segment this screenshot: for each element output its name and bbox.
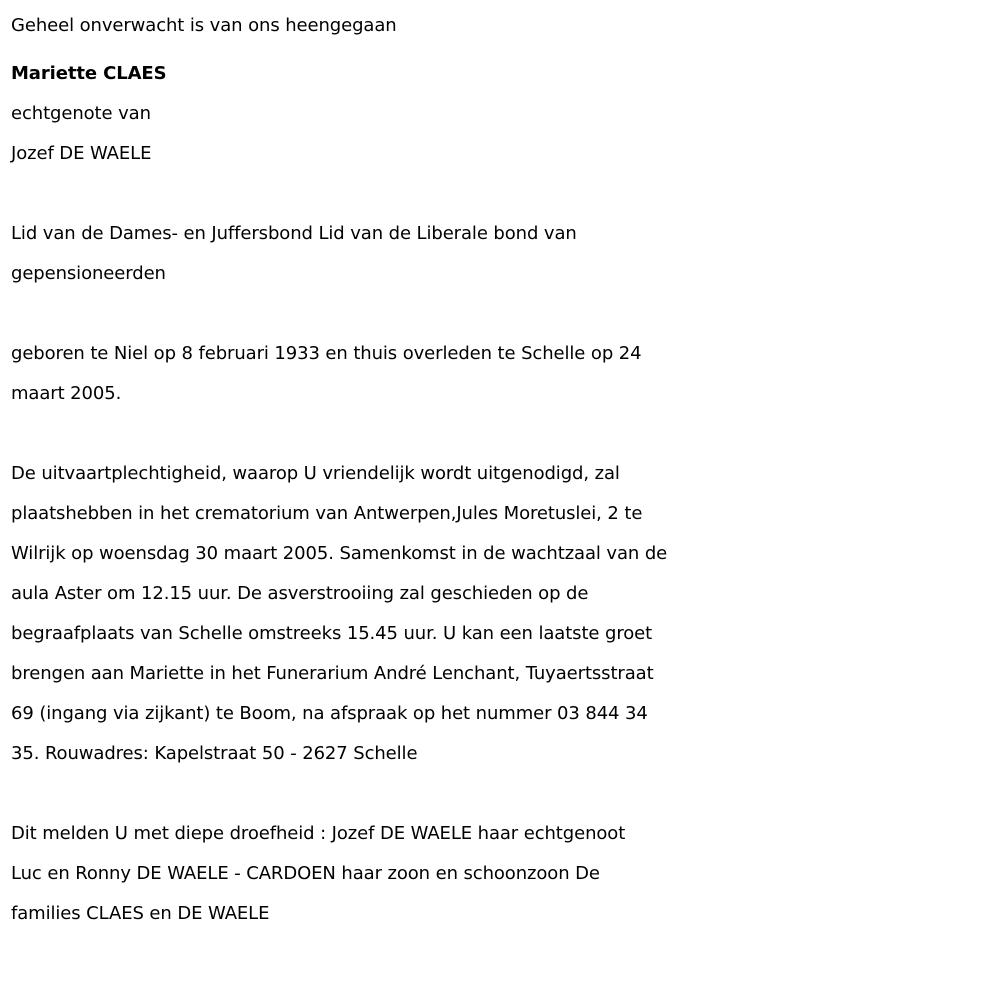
spacer — [11, 174, 1000, 214]
deceased-name: Mariette CLAES — [11, 63, 167, 84]
ceremony-line: aula Aster om 12.15 uur. De asverstrooiing zal geschieden op de — [11, 583, 589, 604]
spacer — [11, 46, 1000, 54]
ceremony-line: De uitvaartplechtigheid, waarop U vriendelijk wordt uitgenodigd, zal — [11, 463, 620, 484]
ceremony-line: plaatshebben in het crematorium van Antwerpen,Jules Moretuslei, 2 te — [11, 503, 643, 524]
ceremony-line: brengen aan Mariette in het Funerarium André Lenchant, Tuyaertsstraat — [11, 663, 654, 684]
ceremony-line: Wilrijk op woensdag 30 maart 2005. Samenkomst in de wachtzaal van de — [11, 543, 668, 564]
birth-death-line: geboren te Niel op 8 februari 1933 en thuis overleden te Schelle op 24 — [11, 343, 642, 364]
spacer — [11, 414, 1000, 454]
memberships-line: gepensioneerden — [11, 263, 166, 284]
announcement-line: Luc en Ronny DE WAELE - CARDOEN haar zoon en schoonzoon De — [11, 863, 600, 884]
spacer — [11, 294, 1000, 334]
ceremony-line: 69 (ingang via zijkant) te Boom, na afspraak op het nummer 03 844 34 — [11, 703, 648, 724]
birth-death-line: maart 2005. — [11, 383, 122, 404]
memberships-line: Lid van de Dames- en Juffersbond Lid van de Liberale bond van — [11, 223, 577, 244]
spacer — [11, 774, 1000, 814]
birth-death-paragraph — [11, 334, 1000, 414]
relation-text: echtgenote van — [11, 103, 151, 124]
announcement-paragraph — [11, 814, 1000, 934]
ceremony-line: begraafplaats van Schelle omstreeks 15.45 uur. U kan een laatste groet — [11, 623, 653, 644]
intro-text: Geheel onverwacht is van ons heengegaan — [11, 15, 397, 36]
announcement-line: Dit melden U met diepe droefheid : Jozef DE WAELE haar echtgenoot — [11, 823, 626, 844]
announcement-line: families CLAES en DE WAELE — [11, 903, 270, 924]
ceremony-paragraph — [11, 454, 1000, 774]
ceremony-line: 35. Rouwadres: Kapelstraat 50 - 2627 Schelle — [11, 743, 418, 764]
memberships-paragraph — [11, 214, 1000, 294]
spouse-name: Jozef DE WAELE — [11, 143, 152, 164]
